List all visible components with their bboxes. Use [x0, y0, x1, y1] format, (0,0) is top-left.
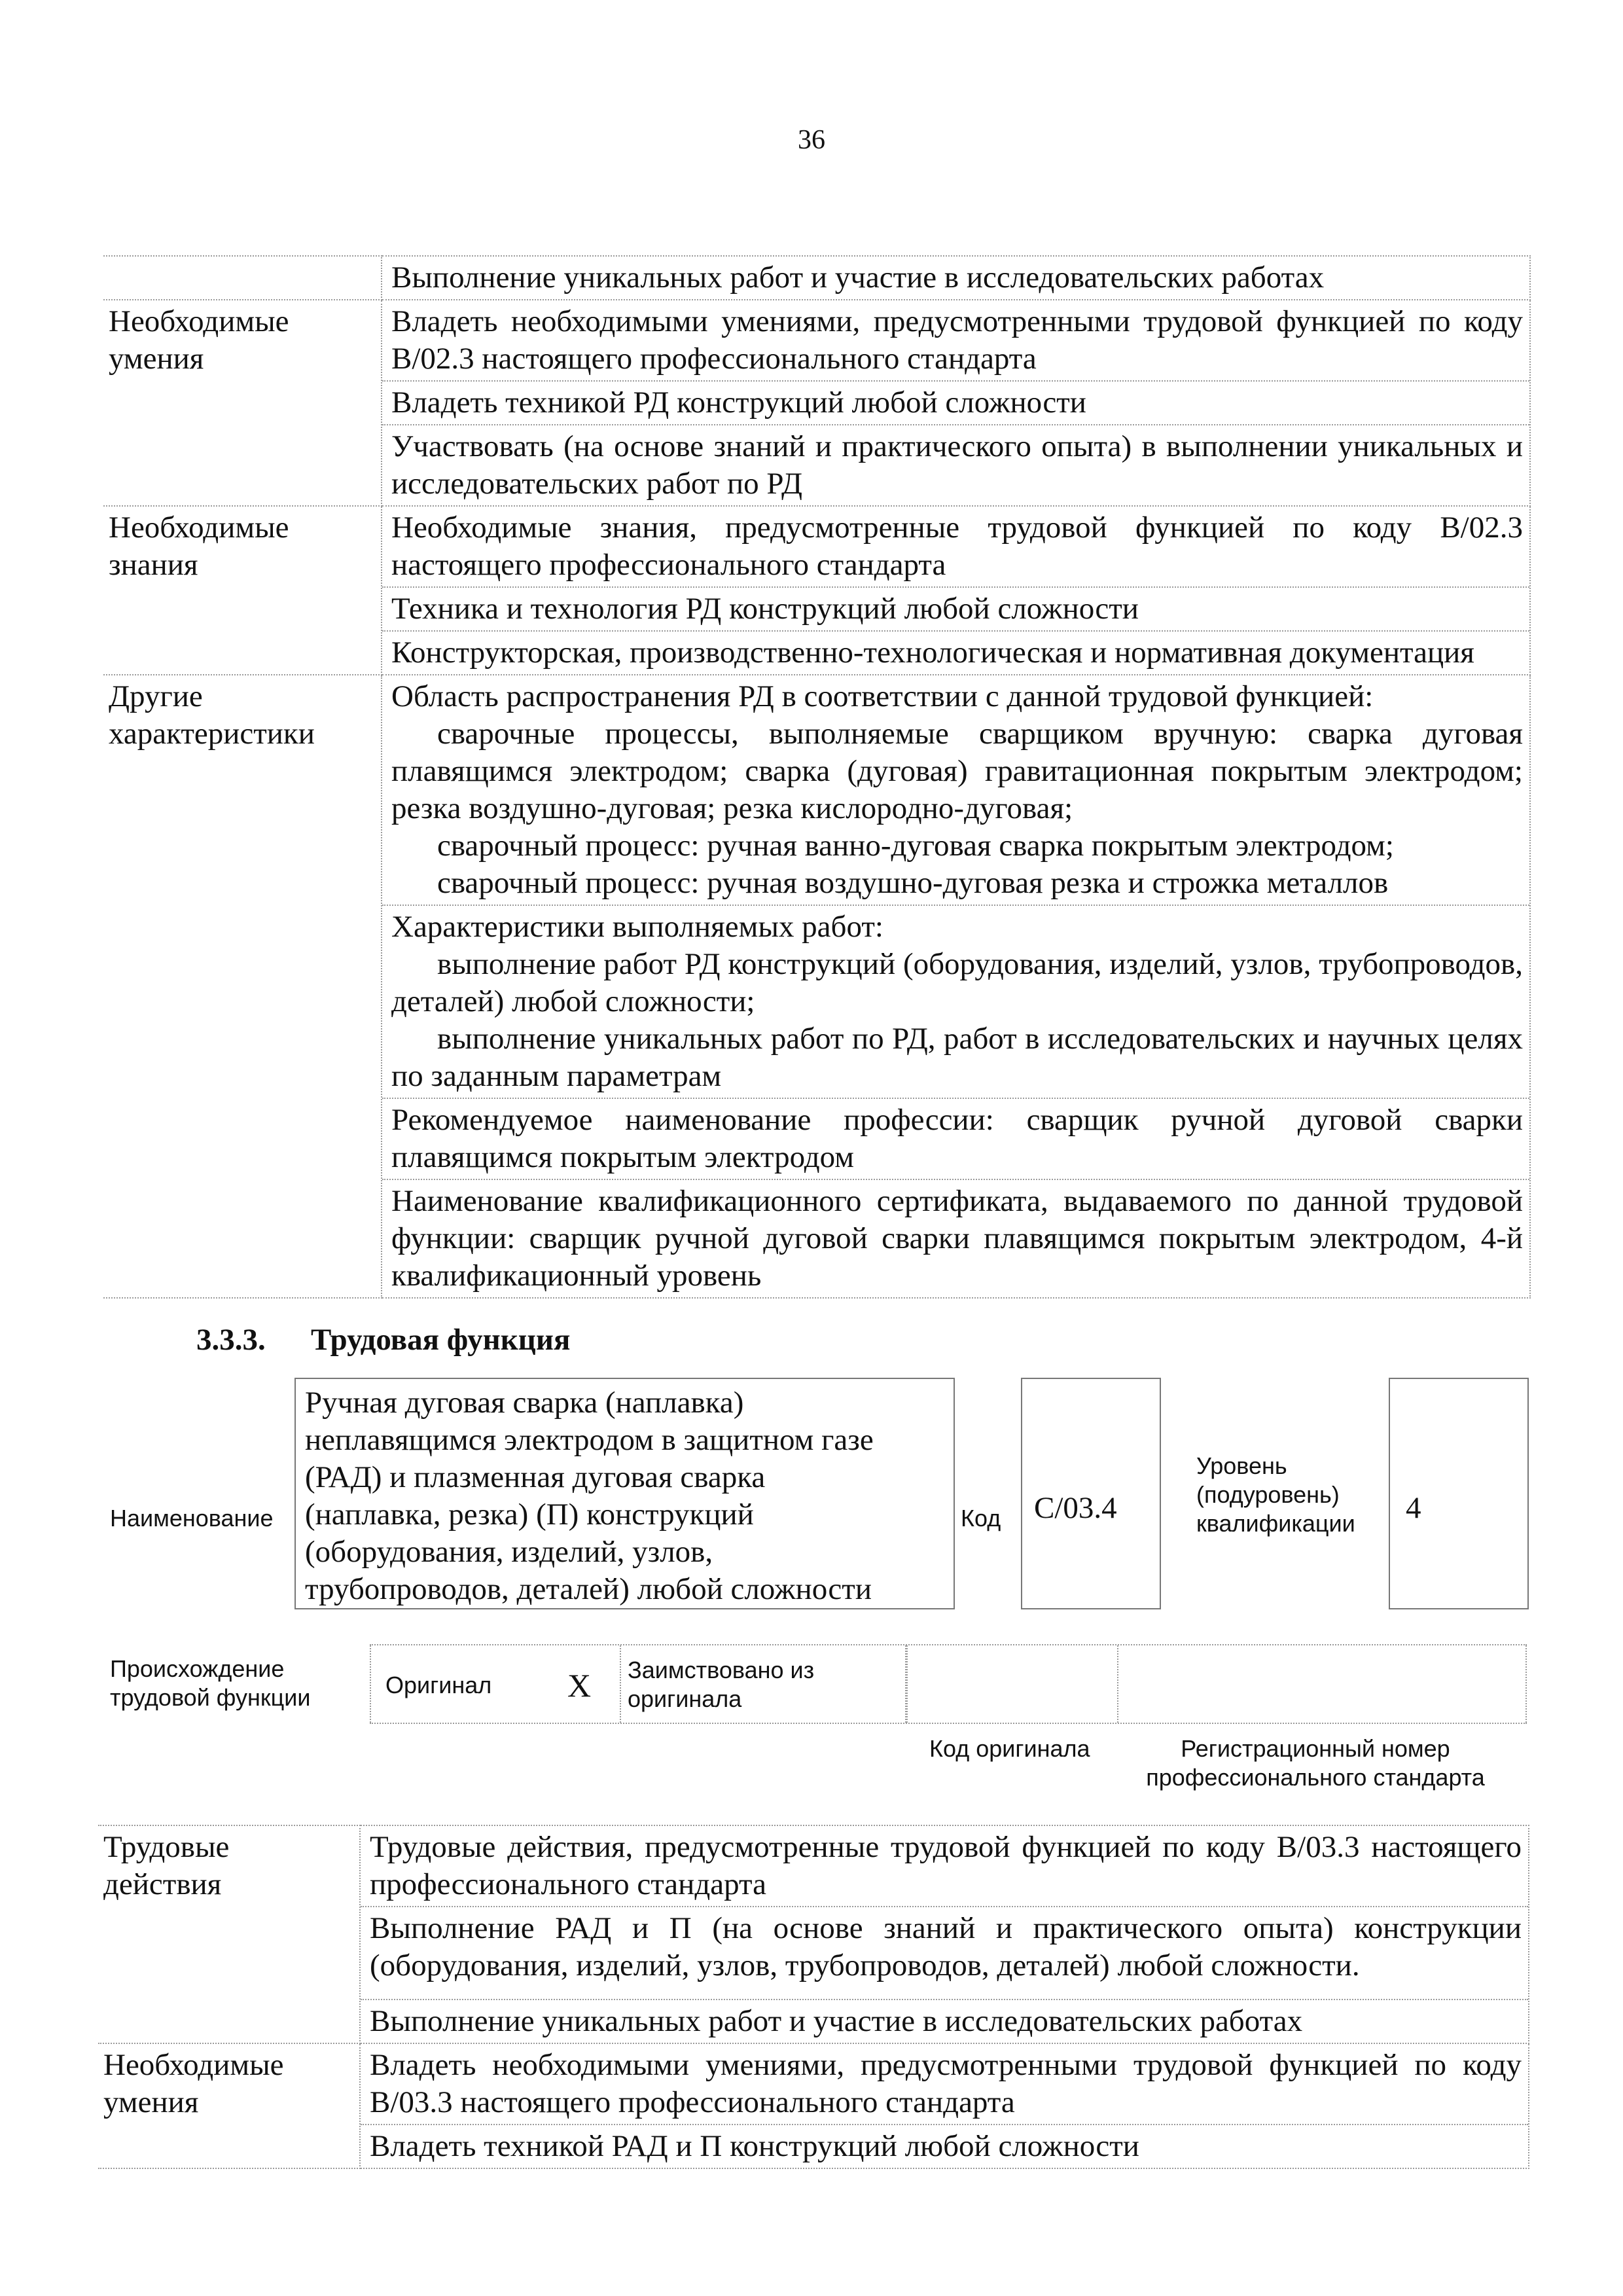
label-line: Трудовые: [103, 1830, 230, 1864]
paragraph: сварочный процесс: ручная ванно-дуговая сварка покрытым электродом;: [437, 829, 1394, 863]
list-item: [382, 675, 1529, 906]
row-content: [360, 1825, 1529, 2043]
list-item: Необходимые знания, предусмотренные трудовой функцией по коду В/02.3 настоящего профессионального стандарта: [382, 507, 1529, 588]
borrowed-label-line: оригинала: [628, 1685, 742, 1712]
reg-number-cell: [1117, 1645, 1527, 1723]
origin-label: [110, 1655, 310, 1712]
table-row: [103, 506, 1530, 675]
row-content: [382, 506, 1530, 675]
function-name-line: Ручная дуговая сварка (наплавка): [305, 1386, 744, 1420]
section-title: Трудовая функция: [311, 1323, 571, 1357]
list-item: Выполнение уникальных работ и участие в исследовательских работах: [391, 260, 1325, 295]
label-line: Необходимые: [103, 2048, 284, 2082]
list-item: Конструкторская, производственно-технологическая и нормативная документация: [391, 636, 1474, 670]
origin-row: [370, 1644, 1527, 1724]
borrowed-label: [628, 1656, 902, 1713]
paragraph: Область распространения РД в соответствии с данной трудовой функцией:: [391, 679, 1374, 713]
level-label: [1196, 1452, 1355, 1538]
level-label-line: квалификации: [1196, 1510, 1355, 1537]
label-line: действия: [103, 1867, 222, 1901]
section-heading: [196, 1322, 570, 1357]
table-row: [103, 256, 1530, 300]
row-label: [98, 1825, 360, 2043]
origin-label-line: Происхождение: [110, 1655, 285, 1682]
name-label: Наименование: [110, 1505, 274, 1532]
label-line: Другие: [109, 679, 203, 713]
label-line: знания: [109, 548, 198, 582]
paragraph: Характеристики выполняемых работ:: [391, 910, 883, 944]
list-item: Выполнение уникальных работ и участие в исследовательских работах: [370, 2004, 1303, 2038]
origin-label-line: трудовой функции: [110, 1684, 311, 1711]
list-item: Наименование квалификационного сертификата, выдаваемого по данной трудовой функции: сварщик ручной дуговой сварки плавящимся покрытым электродом, 4-й квалификационный уровень: [391, 1184, 1523, 1293]
code-original-cell: [906, 1645, 1118, 1723]
list-item: Владеть техникой РАД и П конструкций любой сложности: [370, 2129, 1139, 2163]
list-item: Рекомендуемое наименование профессии: сварщик ручной дуговой сварки плавящимся покрытым электродом: [382, 1099, 1529, 1180]
function-name-line: неплавящимся электродом в защитном газе: [305, 1423, 874, 1457]
list-item: Участвовать (на основе знаний и практического опыта) в выполнении уникальных и исследовательских работ по РД: [391, 429, 1523, 501]
label-line: характеристики: [109, 717, 315, 751]
list-item: Выполнение РАД и П (на основе знаний и практического опыта) конструкции (оборудования, изделий, узлов, трубопроводов, деталей) любой сложности.: [361, 1907, 1528, 2000]
row-label: [103, 506, 382, 675]
page-number: 36: [798, 125, 825, 155]
code-box: [1021, 1378, 1161, 1609]
function-name-line: (оборудования, изделий, узлов,: [305, 1535, 713, 1569]
original-cell: [370, 1645, 621, 1723]
section-number: 3.3.3.: [196, 1323, 266, 1357]
level-label-line: Уровень: [1196, 1452, 1287, 1479]
paragraph: выполнение уникальных работ по РД, работ в исследовательских и научных целях по заданным параметрам: [391, 1022, 1523, 1093]
level-box: [1389, 1378, 1529, 1609]
list-item: Владеть техникой РД конструкций любой сложности: [382, 382, 1529, 425]
function-name-line: (наплавка, резка) (П) конструкций: [305, 1498, 754, 1532]
list-item: Трудовые действия, предусмотренные трудовой функцией по коду В/03.3 настоящего профессионального стандарта: [361, 1826, 1528, 1907]
row-content: [382, 675, 1530, 1298]
code-label: Код: [961, 1505, 1001, 1532]
original-label: Оригинал: [385, 1672, 492, 1698]
level-value: 4: [1406, 1491, 1421, 1525]
label-line: Необходимые: [109, 304, 289, 338]
row-content: [382, 256, 1530, 300]
paragraph: выполнение работ РД конструкций (оборудования, изделий, узлов, трубопроводов, деталей) любой сложности;: [391, 947, 1523, 1018]
table-row: [103, 675, 1530, 1298]
row-content: [382, 300, 1530, 506]
borrowed-label-line: Заимствовано из: [628, 1657, 815, 1683]
row-label: [98, 2043, 360, 2168]
function-name-line: трубопроводов, деталей) любой сложности: [305, 1572, 872, 1606]
table-row: [98, 2043, 1529, 2168]
row-content: [360, 2043, 1529, 2168]
reg-number-caption: [1119, 1734, 1512, 1792]
label-line: умения: [103, 2085, 199, 2119]
function-name-line: (РАД) и плазменная дуговая сварка: [305, 1460, 766, 1494]
list-item: Техника и технология РД конструкций любой сложности: [382, 588, 1529, 632]
reg-number-caption-line: Регистрационный номер: [1181, 1735, 1450, 1762]
list-item: Владеть необходимыми умениями, предусмотренными трудовой функцией по коду В/03.3 настоящего профессионального стандарта: [361, 2044, 1528, 2125]
list-item: [382, 906, 1529, 1099]
level-label-line: (подуровень): [1196, 1481, 1340, 1508]
skills-table-1: [103, 255, 1531, 1299]
reg-number-caption-line: профессионального стандарта: [1146, 1764, 1485, 1791]
original-mark: X: [567, 1667, 592, 1704]
table-row: [98, 1825, 1529, 2043]
borrowed-cell: [620, 1645, 906, 1723]
row-label: [103, 675, 382, 1298]
label-line: Необходимые: [109, 511, 289, 545]
label-line: умения: [109, 342, 204, 376]
code-original-caption: Код оригинала: [929, 1735, 1090, 1762]
paragraph: сварочные процессы, выполняемые сварщиком вручную: сварка дуговая плавящимся электродом; сварка (дуговая) гравитационная покрытым электродом; резка воздушно-дуговая; резка кислородно-дуговая;: [391, 717, 1523, 825]
paragraph: сварочный процесс: ручная воздушно-дуговая резка и строжка металлов: [437, 866, 1389, 900]
skills-table-2: [98, 1825, 1529, 2169]
table-row: [103, 300, 1530, 506]
row-label: [103, 256, 382, 300]
code-value: С/03.4: [1034, 1491, 1117, 1525]
function-name-box: [294, 1378, 955, 1609]
list-item: Владеть необходимыми умениями, предусмотренными трудовой функцией по коду В/02.3 настоящего профессионального стандарта: [382, 300, 1529, 382]
row-label: [103, 300, 382, 506]
